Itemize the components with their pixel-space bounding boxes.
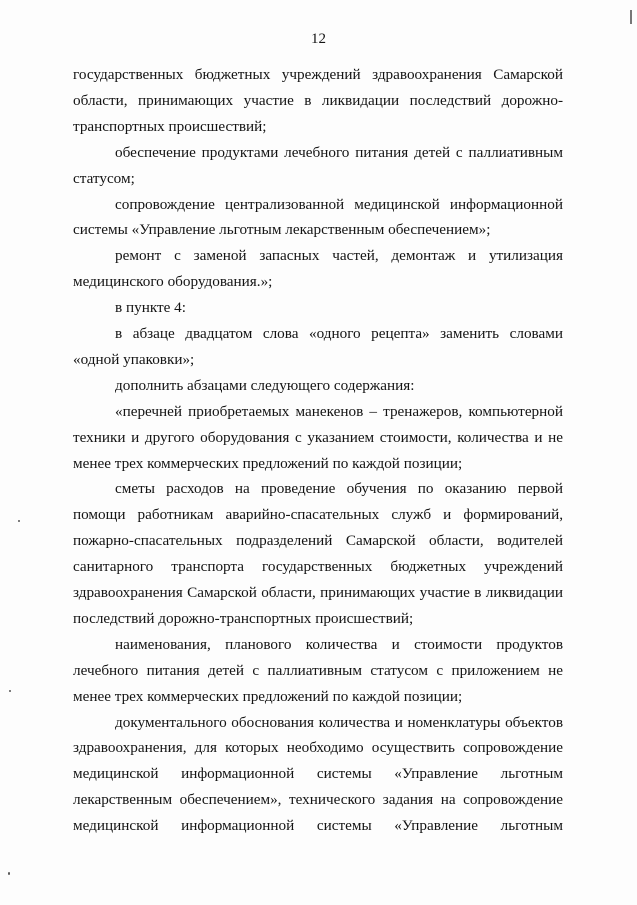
- text-line: здравоохранения, для которых необходимо осуществить сопровождение: [73, 739, 563, 757]
- scan-speck: [8, 872, 10, 875]
- text-line: санитарного транспорта государственных бюджетных учреждений: [73, 558, 563, 576]
- text-line: области, принимающих участие в ликвидации последствий дорожно-: [73, 91, 563, 109]
- text-line: ремонт с заменой запасных частей, демонтаж и утилизация: [115, 247, 563, 265]
- text-line: «перечней приобретаемых манекенов – тренажеров, компьютерной: [115, 402, 563, 420]
- text-line: «одной упаковки»;: [73, 350, 195, 368]
- text-line: лечебного питания детей с паллиативным статусом с приложением не: [73, 661, 563, 679]
- text-line: статусом;: [73, 169, 135, 187]
- text-line: техники и другого оборудования с указанием стоимости, количества и не: [73, 428, 563, 446]
- scan-speck: [630, 10, 632, 24]
- text-line: государственных бюджетных учреждений здравоохранения Самарской: [73, 66, 563, 83]
- text-line: последствий дорожно-транспортных происшествий;: [73, 609, 414, 627]
- text-line: медицинской информационной системы «Управление льготным: [73, 765, 563, 783]
- text-line: медицинской информационной системы «Управление льготным: [73, 817, 563, 835]
- text-line: медицинского оборудования.»;: [73, 273, 273, 291]
- page-number: 12: [311, 31, 326, 47]
- text-line: в пункте 4:: [115, 299, 186, 317]
- text-line: менее трех коммерческих предложений по каждой позиции;: [73, 454, 463, 472]
- text-line: документального обоснования количества и номенклатуры объектов: [115, 713, 563, 731]
- text-line: сопровождение централизованной медицинской информационной: [115, 195, 563, 213]
- scan-speck: [9, 690, 11, 692]
- text-line: помощи работникам аварийно-спасательных служб и формирований,: [73, 506, 563, 524]
- text-line: здравоохранения Самарской области, принимающих участие в ликвидации: [73, 584, 563, 601]
- text-line: дополнить абзацами следующего содержания:: [115, 376, 415, 394]
- text-line: пожарно-спасательных подразделений Самарской области, водителей: [73, 532, 563, 550]
- text-line: в абзаце двадцатом слова «одного рецепта» заменить словами: [115, 325, 563, 342]
- text-line: обеспечение продуктами лечебного питания детей с паллиативным: [115, 143, 563, 161]
- text-line: менее трех коммерческих предложений по каждой позиции;: [73, 687, 463, 705]
- text-line: сметы расходов на проведение обучения по оказанию первой: [115, 480, 563, 498]
- scan-speck: [18, 520, 20, 522]
- text-line: транспортных происшествий;: [73, 117, 267, 135]
- text-line: системы «Управление льготным лекарственным обеспечением»;: [73, 221, 491, 239]
- text-line: лекарственным обеспечением», технического задания на сопровождение: [73, 791, 563, 809]
- text-line: наименования, планового количества и стоимости продуктов: [115, 635, 563, 653]
